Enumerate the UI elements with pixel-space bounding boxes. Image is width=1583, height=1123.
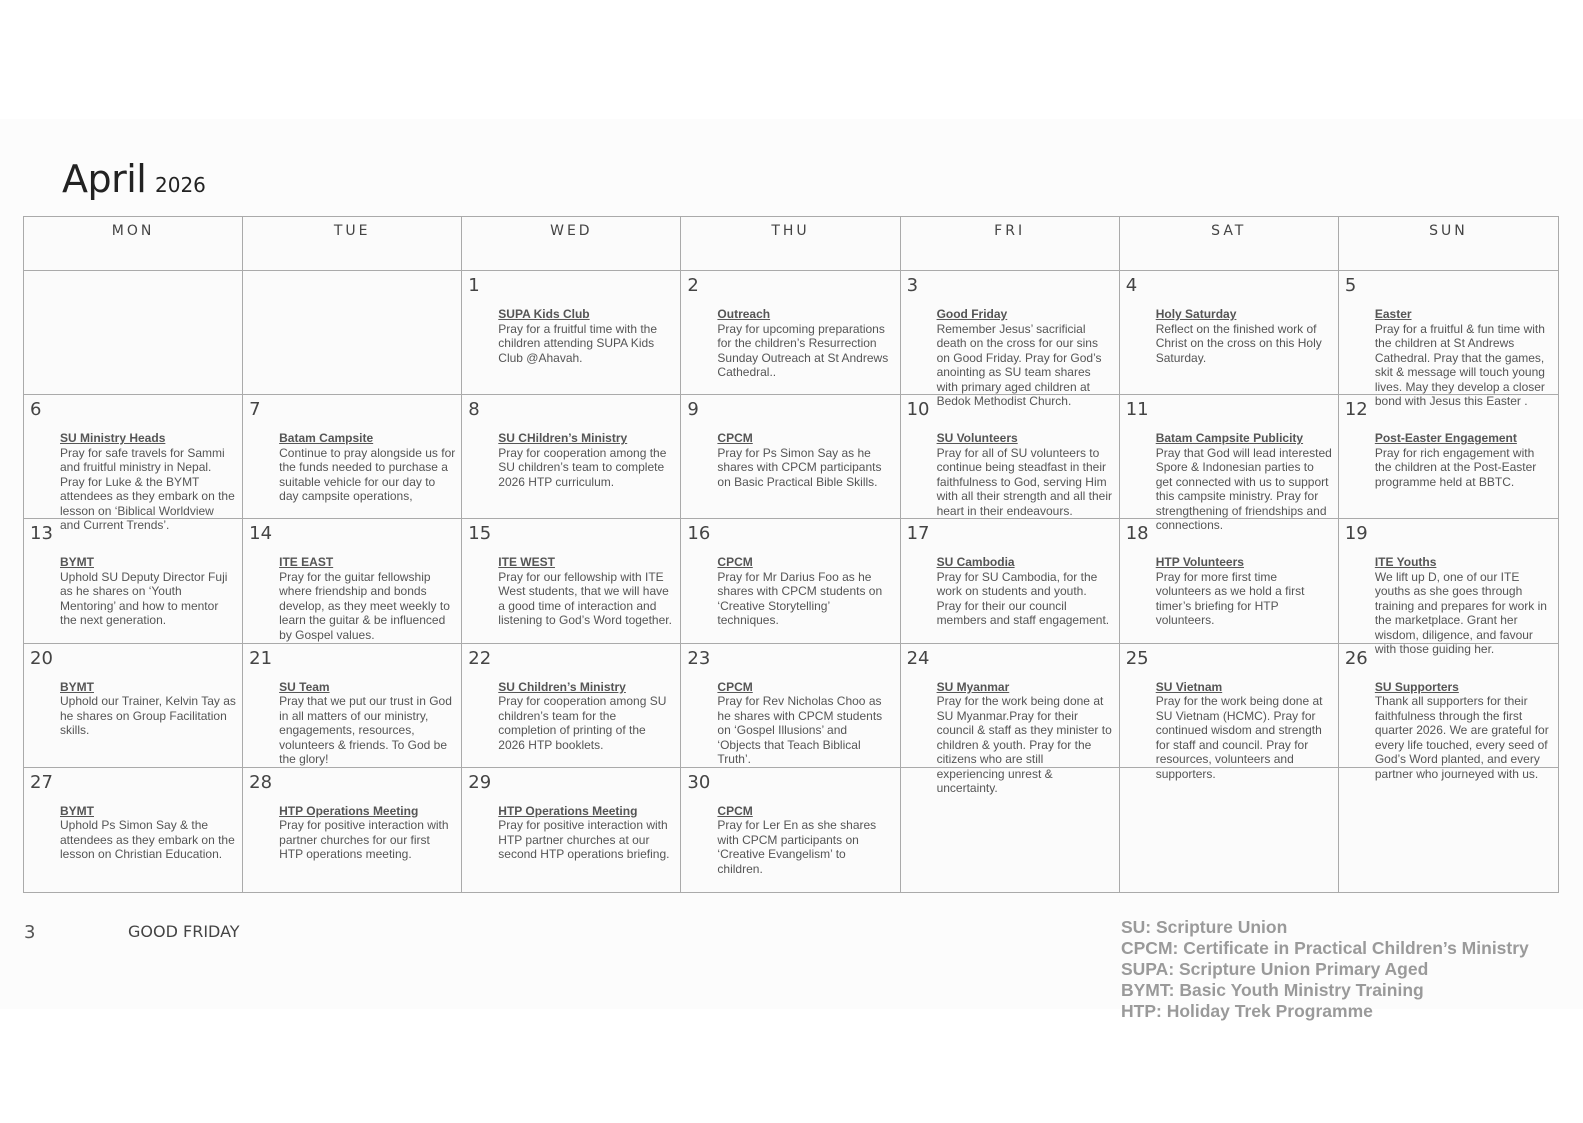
- prayer-title: HTP Volunteers: [1155, 555, 1244, 570]
- prayer-entry: [717, 555, 893, 628]
- day-number: 7: [249, 399, 261, 421]
- prayer-title: SU Volunteers: [936, 431, 1018, 446]
- prayer-text: Reflect on the finished work of Christ on the cross on this Holy Saturday.: [1155, 321, 1322, 365]
- day-cell: [243, 768, 462, 892]
- weekday-header: SUN: [1339, 217, 1558, 271]
- day-number: 19: [1344, 523, 1368, 545]
- calendar-grid: [23, 216, 1559, 893]
- prayer-text: Pray for more first time volunteers as we hold a first timer’s briefing for HTP volunteers.: [1155, 569, 1305, 628]
- prayer-entry: [1156, 680, 1332, 782]
- day-cell: [901, 644, 1120, 796]
- prayer-title: Batam Campsite Publicity: [1155, 431, 1304, 446]
- prayer-text: Pray for Rev Nicholas Choo as he shares with CPCM students on ‘Gospel Illusions’ and ‘Objects that Teach Biblical Truth’.: [717, 694, 883, 767]
- prayer-text: Pray for Mr Darius Foo as he shares with CPCM students on ‘Creative Storytelling’ techniques.: [717, 569, 883, 628]
- prayer-title: ITE WEST: [498, 555, 555, 570]
- prayer-entry: [498, 555, 674, 628]
- day-cell: [1120, 271, 1339, 395]
- day-number: 27: [30, 771, 53, 793]
- prayer-title: BYMT: [60, 555, 94, 570]
- prayer-text: Pray for cooperation among the SU children’s team to complete 2026 HTP curriculum.: [498, 445, 667, 489]
- prayer-text: Pray for rich engagement with the children at the Post-Easter programme held at BBTC.: [1374, 445, 1537, 489]
- prayer-entry: [937, 431, 1113, 518]
- abbreviation-legend: [1121, 917, 1529, 1022]
- prayer-title: SU Cambodia: [936, 555, 1015, 570]
- empty-day-cell: [1339, 768, 1558, 892]
- day-cell: [462, 395, 681, 519]
- prayer-title: Easter: [1374, 307, 1412, 321]
- prayer-title: BYMT: [60, 679, 94, 694]
- day-number: 28: [249, 771, 273, 793]
- prayer-entry: [717, 680, 893, 767]
- prayer-entry: [937, 555, 1113, 628]
- day-cell: [243, 519, 462, 643]
- day-number: 10: [906, 399, 930, 421]
- prayer-text: Pray for positive interaction with partner churches for our first HTP operations meeting.: [279, 818, 449, 862]
- day-number: 26: [1344, 647, 1368, 669]
- prayer-title: SU Supporters: [1374, 679, 1459, 694]
- prayer-entry: [279, 804, 455, 862]
- prayer-entry: [717, 804, 893, 877]
- prayer-entry: [60, 804, 236, 862]
- prayer-title: ITE Youths: [1374, 555, 1437, 570]
- holiday-name: GOOD FRIDAY: [128, 922, 240, 941]
- prayer-text: Pray for all of SU volunteers to continue being steadfast in their faithfulness to God, serving Him with all their strength and all their heart in their endeavours.: [936, 445, 1112, 518]
- prayer-entry: [717, 307, 893, 380]
- day-cell: [1120, 519, 1339, 643]
- prayer-title: Holy Saturday: [1155, 307, 1237, 321]
- weekday-header: THU: [681, 217, 900, 271]
- month-title: April: [62, 157, 147, 201]
- prayer-text: Uphold Ps Simon Say & the attendees as they embark on the lesson on Christian Education.: [60, 818, 235, 862]
- prayer-title: SU Children’s Ministry: [498, 679, 626, 694]
- prayer-text: Pray for Ps Simon Say as he shares with CPCM participants on Basic Practical Bible Skills.: [717, 445, 882, 489]
- day-cell: [24, 644, 243, 768]
- prayer-text: Pray for upcoming preparations for the children’s Resurrection Sunday Outreach at St Andrews Cathedral..: [717, 321, 889, 379]
- day-number: 23: [687, 647, 711, 669]
- prayer-text: Thank all supporters for their faithfulness through the first quarter 2026. We are grateful for every life touched, every seed of God’s Word planted, and every partner who journeyed with us.: [1374, 694, 1549, 781]
- empty-day-cell: [1120, 768, 1339, 892]
- prayer-title: Batam Campsite: [279, 431, 374, 446]
- weekday-header: SAT: [1120, 217, 1339, 271]
- prayer-entry: [1156, 555, 1332, 628]
- day-cell: [681, 395, 900, 519]
- day-number: 24: [906, 647, 930, 669]
- prayer-text: We lift up D, one of our ITE youths as she goes through training and prepares for work in the marketplace. Grant her wisdom, diligence, and favour with those guiding her.: [1374, 569, 1547, 657]
- legend-item: CPCM: Certificate in Practical Children’s Ministry: [1121, 938, 1529, 958]
- prayer-text: Pray that God will lead interested Spore & Indonesian parties to get connected with us to support this campsite ministry. Pray for strengthening of friendships and connections.: [1155, 445, 1332, 533]
- day-number: 2: [687, 275, 699, 296]
- day-cell: [681, 519, 900, 643]
- day-cell: [1339, 395, 1558, 519]
- prayer-title: Outreach: [717, 307, 771, 321]
- prayer-entry: [60, 555, 236, 628]
- legend-item: SU: Scripture Union: [1121, 917, 1288, 937]
- day-number: 21: [249, 647, 273, 669]
- day-number: 16: [687, 523, 711, 545]
- prayer-text: Pray for the work being done at SU Vietnam (HCMC). Pray for continued wisdom and strength for staff and council. Pray for resources, volunteers and supporters.: [1155, 694, 1323, 781]
- prayer-text: Pray for positive interaction with HTP partner churches at our second HTP operations briefing.: [498, 818, 670, 862]
- prayer-title: CPCM: [717, 803, 753, 818]
- day-cell: [1339, 519, 1558, 657]
- day-cell: [681, 768, 900, 892]
- prayer-entry: [1375, 307, 1552, 409]
- prayer-text: Uphold SU Deputy Director Fuji as he shares on ‘Youth Mentoring’ and how to mentor the next generation.: [60, 569, 228, 628]
- legend-item: SUPA: Scripture Union Primary Aged: [1121, 959, 1429, 979]
- prayer-text: Pray for cooperation among SU children’s team for the completion of printing of the 2026 HTP booklets.: [498, 694, 667, 752]
- day-number: 22: [468, 647, 492, 669]
- prayer-entry: [279, 680, 455, 767]
- day-number: 5: [1344, 275, 1357, 296]
- empty-day-cell: [901, 768, 1120, 892]
- weekday-header: TUE: [243, 217, 462, 271]
- day-number: 30: [687, 771, 711, 793]
- prayer-text: Pray that we put our trust in God in all matters of our ministry, engagements, resources, volunteers & friends. To God be the glory!: [279, 694, 452, 767]
- day-number: 14: [249, 523, 273, 545]
- prayer-entry: [498, 307, 674, 365]
- prayer-title: SU CHildren’s Ministry: [498, 431, 628, 446]
- day-cell: [901, 395, 1120, 519]
- prayer-title: CPCM: [717, 431, 753, 446]
- prayer-title: CPCM: [717, 555, 753, 570]
- day-cell: [462, 768, 681, 892]
- day-cell: [24, 768, 243, 892]
- weekday-header: FRI: [901, 217, 1120, 271]
- day-number: 17: [906, 523, 930, 545]
- prayer-title: SU Team: [279, 679, 330, 694]
- prayer-text: Pray for Ler En as she shares with CPCM participants on ‘Creative Evangelism’ to children.: [717, 818, 877, 876]
- prayer-title: SU Ministry Heads: [60, 431, 166, 446]
- empty-day-cell: [24, 271, 243, 395]
- weekday-header: WED: [462, 217, 681, 271]
- prayer-entry: [717, 431, 893, 489]
- day-cell: [1339, 644, 1558, 781]
- day-cell: [462, 644, 681, 768]
- day-cell: [462, 519, 681, 643]
- prayer-title: SUPA Kids Club: [498, 307, 590, 321]
- day-cell: [681, 271, 900, 395]
- prayer-title: BYMT: [60, 803, 94, 818]
- prayer-entry: [937, 307, 1113, 409]
- day-cell: [24, 395, 243, 533]
- prayer-title: HTP Operations Meeting: [498, 803, 638, 818]
- prayer-title: HTP Operations Meeting: [279, 803, 419, 818]
- prayer-text: Pray for our fellowship with ITE West students, that we will have a good time of interaction and listening to God’s Word together.: [498, 569, 672, 628]
- day-number: 18: [1125, 523, 1149, 545]
- day-cell: [24, 519, 243, 643]
- prayer-entry: [60, 680, 236, 738]
- prayer-entry: [279, 555, 455, 642]
- prayer-title: Post-Easter Engagement: [1374, 431, 1517, 446]
- day-number: 15: [468, 523, 492, 545]
- day-number: 9: [687, 399, 699, 421]
- day-cell: [681, 644, 900, 768]
- day-cell: [243, 644, 462, 768]
- day-number: 6: [30, 399, 42, 421]
- day-number: 4: [1125, 275, 1138, 296]
- day-cell: [1339, 271, 1558, 408]
- prayer-text: Remember Jesus’ sacrificial death on the cross for our sins on Good Friday. Pray for God’s anointing as SU team shares with primary aged children at Bedok Methodist Church.: [936, 321, 1102, 408]
- year-label: 2026: [155, 173, 206, 197]
- prayer-title: SU Vietnam: [1155, 679, 1223, 694]
- day-cell: [901, 271, 1120, 408]
- prayer-entry: [1375, 680, 1552, 782]
- prayer-title: SU Myanmar: [936, 679, 1010, 694]
- day-cell: [901, 519, 1120, 643]
- day-cell: [243, 395, 462, 519]
- weekday-header: MON: [24, 217, 243, 271]
- day-number: 25: [1125, 647, 1149, 669]
- day-number: 13: [30, 523, 53, 545]
- day-cell: [1120, 644, 1339, 781]
- prayer-entry: [498, 431, 674, 489]
- legend-item: HTP: Holiday Trek Programme: [1121, 1001, 1373, 1021]
- day-number: 1: [468, 275, 480, 296]
- day-cell: [1120, 395, 1339, 533]
- prayer-text: Uphold our Trainer, Kelvin Tay as he shares on Group Facilitation skills.: [60, 694, 236, 738]
- day-number: 20: [30, 647, 53, 669]
- day-number: 3: [906, 275, 919, 296]
- day-number: 29: [468, 771, 492, 793]
- prayer-entry: [498, 804, 674, 862]
- prayer-entry: [279, 431, 455, 504]
- prayer-text: Pray for SU Cambodia, for the work on students and youth. Pray for their our council members and staff engagement.: [936, 569, 1110, 628]
- empty-day-cell: [243, 271, 462, 395]
- prayer-text: Pray for the guitar fellowship where friendship and bonds develop, as they meet weekly to learn the guitar & be influenced by Gospel values.: [279, 569, 450, 642]
- legend-item: BYMT: Basic Youth Ministry Training: [1121, 980, 1424, 1000]
- day-number: 12: [1344, 399, 1368, 421]
- prayer-title: ITE EAST: [279, 555, 334, 570]
- prayer-text: Pray for safe travels for Sammi and fruitful ministry in Nepal. Pray for Luke & the BYMT attendees as they embark on the lesson on ‘Biblical Worldview and Current Trends’.: [60, 445, 235, 533]
- holiday-day-number: 3: [24, 922, 36, 943]
- day-number: 11: [1125, 399, 1149, 421]
- prayer-entry: [1156, 431, 1332, 533]
- day-number: 8: [468, 399, 480, 421]
- prayer-title: Good Friday: [936, 307, 1008, 321]
- prayer-text: Pray for a fruitful & fun time with the children at St Andrews Cathedral. Pray that the games, skit & message will touch young lives. May they develop a closer bond with Jesus this Easter .: [1374, 321, 1545, 408]
- prayer-text: Pray for the work being done at SU Myanmar.Pray for their council & staff as they minister to children & youth. Pray for the citizens who are still experiencing unrest & uncertainty.: [936, 694, 1112, 796]
- day-cell: [462, 271, 681, 395]
- prayer-entry: [498, 680, 674, 753]
- prayer-text: Pray for a fruitful time with the children attending SUPA Kids Club @Ahavah.: [498, 321, 658, 365]
- prayer-entry: [1375, 555, 1552, 657]
- prayer-entry: [60, 431, 236, 533]
- prayer-entry: [1156, 307, 1332, 365]
- prayer-entry: [1375, 431, 1552, 489]
- prayer-text: Continue to pray alongside us for the funds needed to purchase a suitable vehicle for our day to day campsite operations,: [279, 445, 456, 504]
- prayer-title: CPCM: [717, 679, 753, 694]
